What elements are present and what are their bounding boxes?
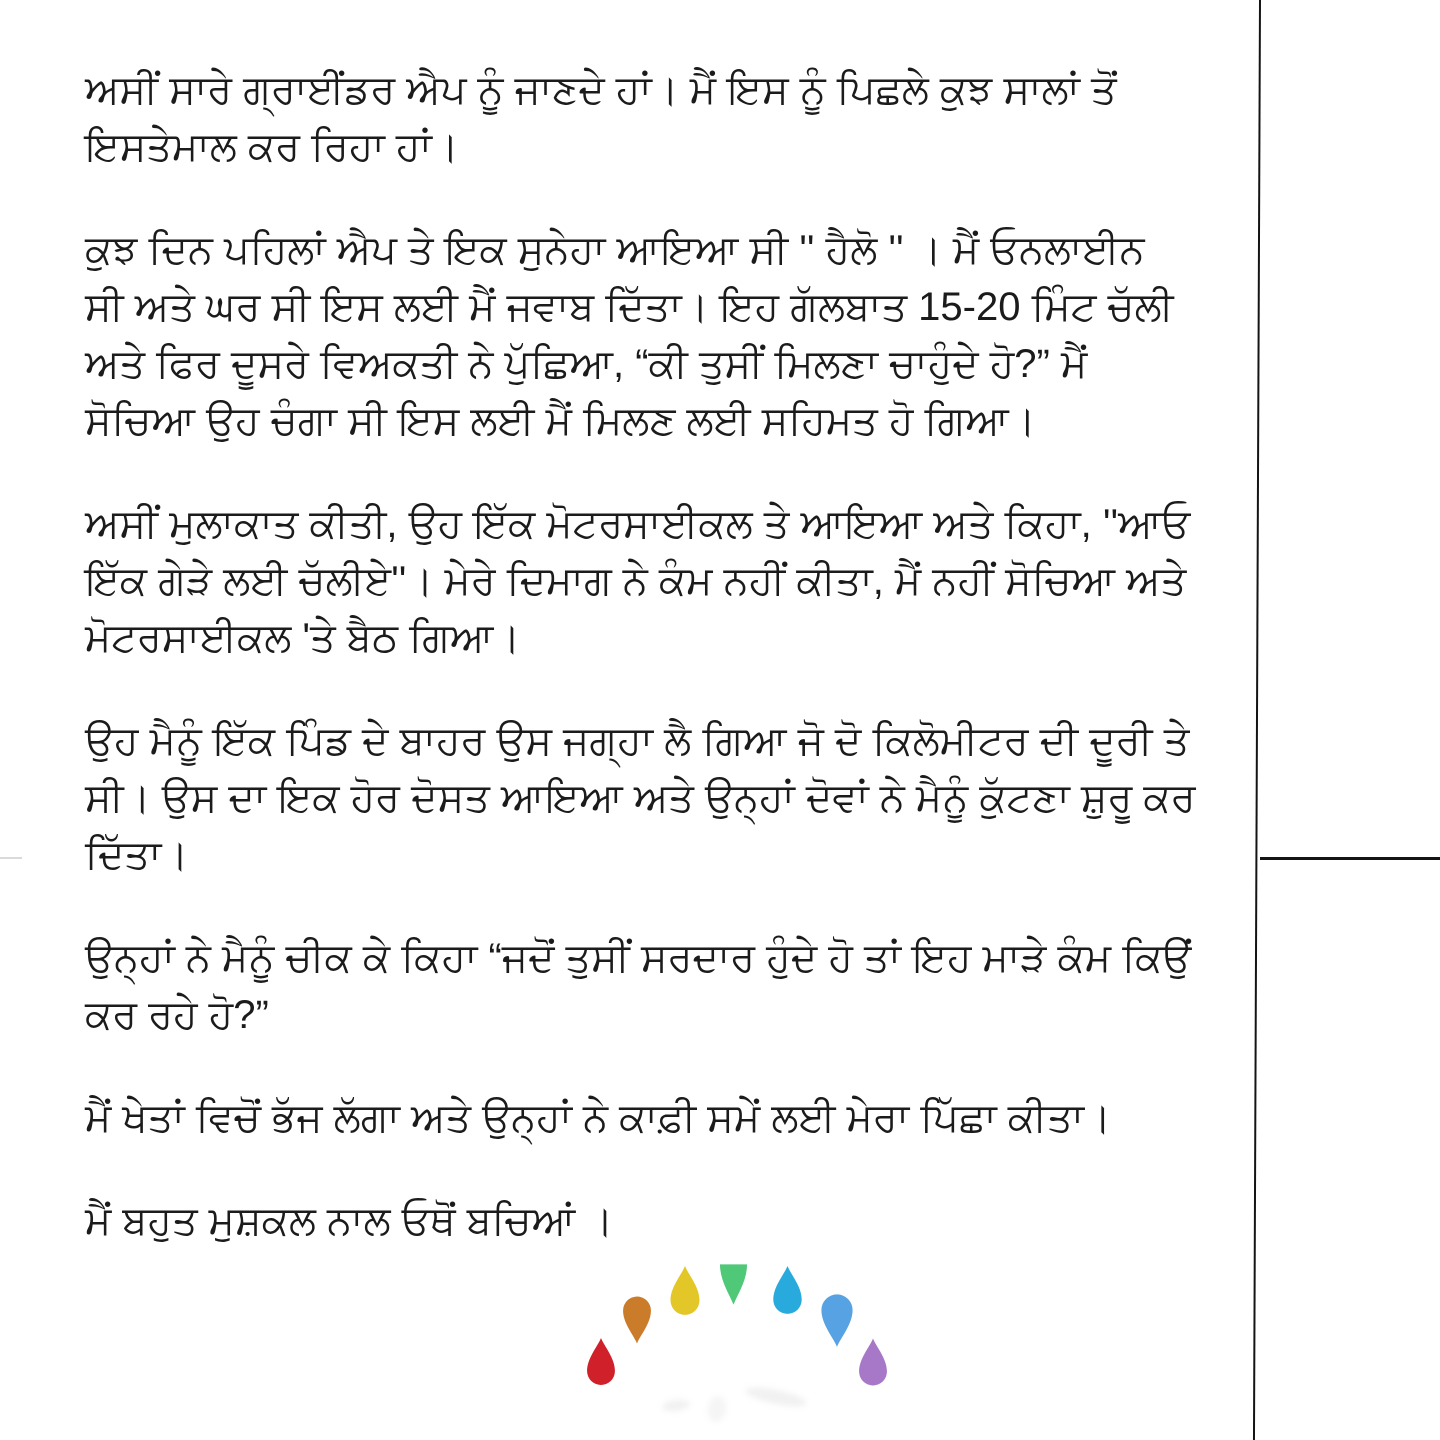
story-line: ਕਰ ਰਹੇ ਹੋ?” (85, 993, 269, 1037)
story-paragraph (85, 930, 1192, 1044)
story-paragraph (85, 62, 1175, 176)
story-line: ਉਨ੍ਹਾਂ ਨੇ ਮੈਨੂੰ ਚੀਕ ਕੇ ਕਿਹਾ “ਜਦੋਂ ਤੁਸੀਂ ਸਰਦਾਰ ਹੁੰਦੇ ਹੋ ਤਾਂ ਇਹ ਮਾੜੇ ਕੰਮ ਕਿਉਂ (85, 936, 1192, 980)
story-line: ਸੋਚਿਆ ਉਹ ਚੰਗਾ ਸੀ ਇਸ ਲਈ ਮੈਂ ਮਿਲਣ ਲਈ ਸਹਿਮਤ ਹੋ ਗਿਆ। (85, 399, 1036, 443)
droplet-orange-icon (620, 1291, 654, 1347)
droplet-red-icon (584, 1336, 618, 1389)
story-line: ਮੈਂ ਖੇਤਾਂ ਵਿਚੋਂ ਭੱਜ ਲੱਗਾ ਅਤੇ ਉਨ੍ਹਾਂ ਨੇ ਕਾਫ਼ੀ ਸਮੇਂ ਲਈ ਮੇਰਾ ਪਿੱਛਾ ਕੀਤਾ। (85, 1096, 1112, 1140)
story-paragraph (85, 222, 1175, 450)
story-line: ਮੋਟਰਸਾਈਕਲ 'ਤੇ ਬੈਠ ਗਿਆ। (85, 616, 521, 660)
faint-smudge (744, 1384, 808, 1411)
story-paragraph (85, 1090, 1175, 1147)
story-line: ਇਸਤੇਮਾਲ ਕਰ ਰਿਹਾ ਹਾਂ। (85, 125, 459, 169)
story-line: ਅਤੇ ਫਿਰ ਦੂਸਰੇ ਵਿਅਕਤੀ ਨੇ ਪੁੱਛਿਆ, “ਕੀ ਤੁਸੀਂ ਮਿਲਣਾ ਚਾਹੁੰਦੇ ਹੋ?” ਮੈਂ (85, 342, 1088, 386)
story-paragraph (85, 496, 1191, 667)
story-paragraph (85, 1193, 1175, 1250)
faint-smudge (661, 1398, 690, 1413)
story-line: ਅਸੀਂ ਮੁਲਾਕਾਤ ਕੀਤੀ, ਉਹ ਇੱਕ ਮੋਟਰਸਾਈਕਲ ਤੇ ਆਇਆ ਅਤੇ ਕਿਹਾ, ''ਆਓ (85, 502, 1191, 546)
story-text-block (85, 62, 1196, 1296)
story-line: ਅਸੀਂ ਸਾਰੇ ਗ੍ਰਾਈਂਡਰ ਐਪ ਨੂੰ ਜਾਣਦੇ ਹਾਂ। ਮੈਂ ਇਸ ਨੂੰ ਪਿਛਲੇ ਕੁਝ ਸਾਲਾਂ ਤੋਂ (85, 68, 1117, 112)
left-edge-faint-line (0, 857, 22, 859)
droplet-purple-icon (856, 1336, 890, 1390)
faint-smudge (706, 1395, 728, 1424)
story-line: ਦਿੱਤਾ। (85, 833, 189, 877)
story-line: ਮੈਂ ਬਹੁਤ ਮੁਸ਼ਕਲ ਨਾਲ ਓਥੋਂ ਬਚਿਆਂ । (85, 1199, 614, 1243)
droplet-blue-icon (817, 1291, 857, 1348)
page-divider-vertical (1253, 0, 1261, 1440)
story-line: ਸੀ। ਉਸ ਦਾ ਇਕ ਹੋਰ ਦੋਸਤ ਆਇਆ ਅਤੇ ਉਨ੍ਹਾਂ ਦੋਵਾਂ ਨੇ ਮੈਨੂੰ ਕੁੱਟਣਾ ਸ਼ੁਰੂ ਕਰ (85, 776, 1196, 820)
story-line: ਸੀ ਅਤੇ ਘਰ ਸੀ ਇਸ ਲਈ ਮੈਂ ਜਵਾਬ ਦਿੱਤਾ। ਇਹ ਗੱਲਬਾਤ 15-20 ਮਿੰਟ ਚੱਲੀ (85, 285, 1174, 329)
story-line: ਉਹ ਮੈਨੂੰ ਇੱਕ ਪਿੰਡ ਦੇ ਬਾਹਰ ਉਸ ਜਗ੍ਹਾ ਲੈ ਗਿਆ ਜੋ ਦੋ ਕਿਲੋਮੀਟਰ ਦੀ ਦੂਰੀ ਤੇ (85, 719, 1190, 763)
story-line: ਕੁਝ ਦਿਨ ਪਹਿਲਾਂ ਐਪ ਤੇ ਇਕ ਸੁਨੇਹਾ ਆਇਆ ਸੀ '' ਹੈਲੋ '' । ਮੈਂ ਓਨਲਾਈਨ (85, 228, 1145, 272)
story-line: ਇੱਕ ਗੇੜੇ ਲਈ ਚੱਲੀਏ''। ਮੇਰੇ ਦਿਮਾਗ ਨੇ ਕੰਮ ਨਹੀਂ ਕੀਤਾ, ਮੈਂ ਨਹੀਂ ਸੋਚਿਆ ਅਤੇ (85, 559, 1187, 603)
story-paragraph (85, 713, 1196, 884)
page-divider-horizontal (1260, 857, 1440, 860)
